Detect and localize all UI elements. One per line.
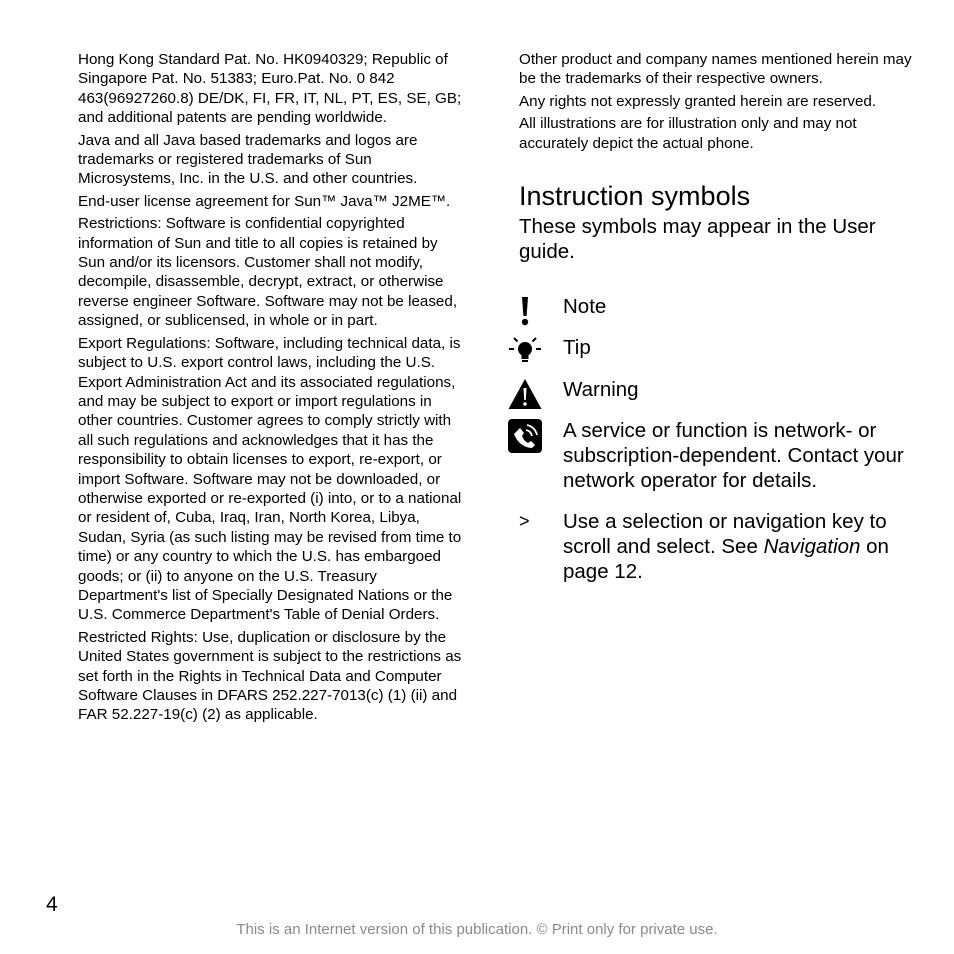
export-regulations-paragraph: Export Regulations: Software, including technical data, is subject to U.S. export control laws, including the U.S. Export Administration Act and its associated regulations, and may be subject to export or import regulations in other countries. Customer agrees to comply strictly with all such regulations and acknowledges that it has the responsibility to obtain licenses to export, re-export, or import Software. Software may not be downloaded, or otherwise exported or re-exported (i) into, or to a national or resident of, Cuba, Iraq, Iran, North Korea, Libya, Sudan, Syria (as such listing may be revised from time to time) or any country to which the U.S. has embargoed goods; or (ii) to anyone on the U.S. Treasury Department's list of Specially Designated Nations or the U.S. Commerce Department's Table of Denial Orders. — [78, 334, 462, 624]
navigation-text-before: Use a selection or navigation key to scroll and select. See — [563, 510, 887, 559]
restricted-rights-paragraph: Restricted Rights: Use, duplication or disclosure by the United States government is subject to the restrictions as set forth in the Rights in Technical Data and Computer Software Clauses in DFARS 252.227-7013(c) (1) (ii) and FAR 52.227-19(c) (2) as applicable. — [78, 628, 462, 724]
warning-icon — [507, 377, 543, 413]
illustrations-paragraph: All illustrations are for illustration only and may not accurately depict the actual phone. — [519, 115, 857, 152]
section-heading: Instruction symbols — [519, 181, 751, 212]
license-agreement-paragraph: End-user license agreement for Sun™ Java™ J2ME™. — [78, 192, 451, 210]
network-service-icon — [507, 418, 543, 454]
java-trademark-paragraph: Java and all Java based trademarks and logos are trademarks or registered trademarks of Sun Microsystems, Inc. in the U.S. and other countries. — [78, 131, 418, 188]
symbol-network-label: A service or function is network- or subscription-dependent. Contact your network operator for details. — [563, 419, 904, 493]
symbol-navigation-row — [519, 509, 914, 584]
other-trademarks-paragraph: Other product and company names mentioned herein may be the trademarks of their respective owners. — [519, 51, 912, 88]
patents-paragraph: Hong Kong Standard Pat. No. HK0940329; Republic of Singapore Pat. No. 51383; Euro.Pat. No. 0 842 463(96927260.8) DE/DK, FI, FR, IT, NL, PT, ES, SE, GB; and additional patents are pending worldwide. — [78, 51, 462, 127]
footer-notice: This is an Internet version of this publication. © Print only for private use. — [236, 921, 718, 938]
section-intro: These symbols may appear in the User guide. — [519, 215, 876, 264]
page-number: 4 — [46, 893, 58, 916]
right-column — [519, 50, 914, 601]
navigation-link[interactable]: Navigation — [763, 535, 861, 559]
legal-text-column — [78, 50, 462, 728]
tip-icon — [507, 335, 543, 371]
symbol-note-row — [519, 294, 914, 319]
symbol-tip-row — [519, 335, 914, 360]
symbol-tip-label: Tip — [563, 336, 591, 360]
navigation-text-after: on page 12. — [563, 535, 889, 584]
symbol-network-row — [519, 418, 914, 493]
symbol-note-label: Note — [563, 295, 607, 319]
rights-reserved-paragraph: Any rights not expressly granted herein are reserved. — [519, 92, 877, 110]
symbol-warning-row — [519, 377, 914, 402]
trademark-notes — [519, 50, 914, 153]
symbol-warning-label: Warning — [563, 378, 639, 402]
restrictions-paragraph: Restrictions: Software is confidential copyrighted information of Sun and title to all copies is retained by Sun and/or its licensors. Customer shall not modify, decompile, disassemble, decrypt, extract, or otherwise reverse engineer Software. Software may not be leased, assigned, or sublicensed, in whole or in part. — [78, 215, 458, 330]
navigation-marker: > — [519, 511, 530, 532]
note-icon — [507, 294, 543, 330]
